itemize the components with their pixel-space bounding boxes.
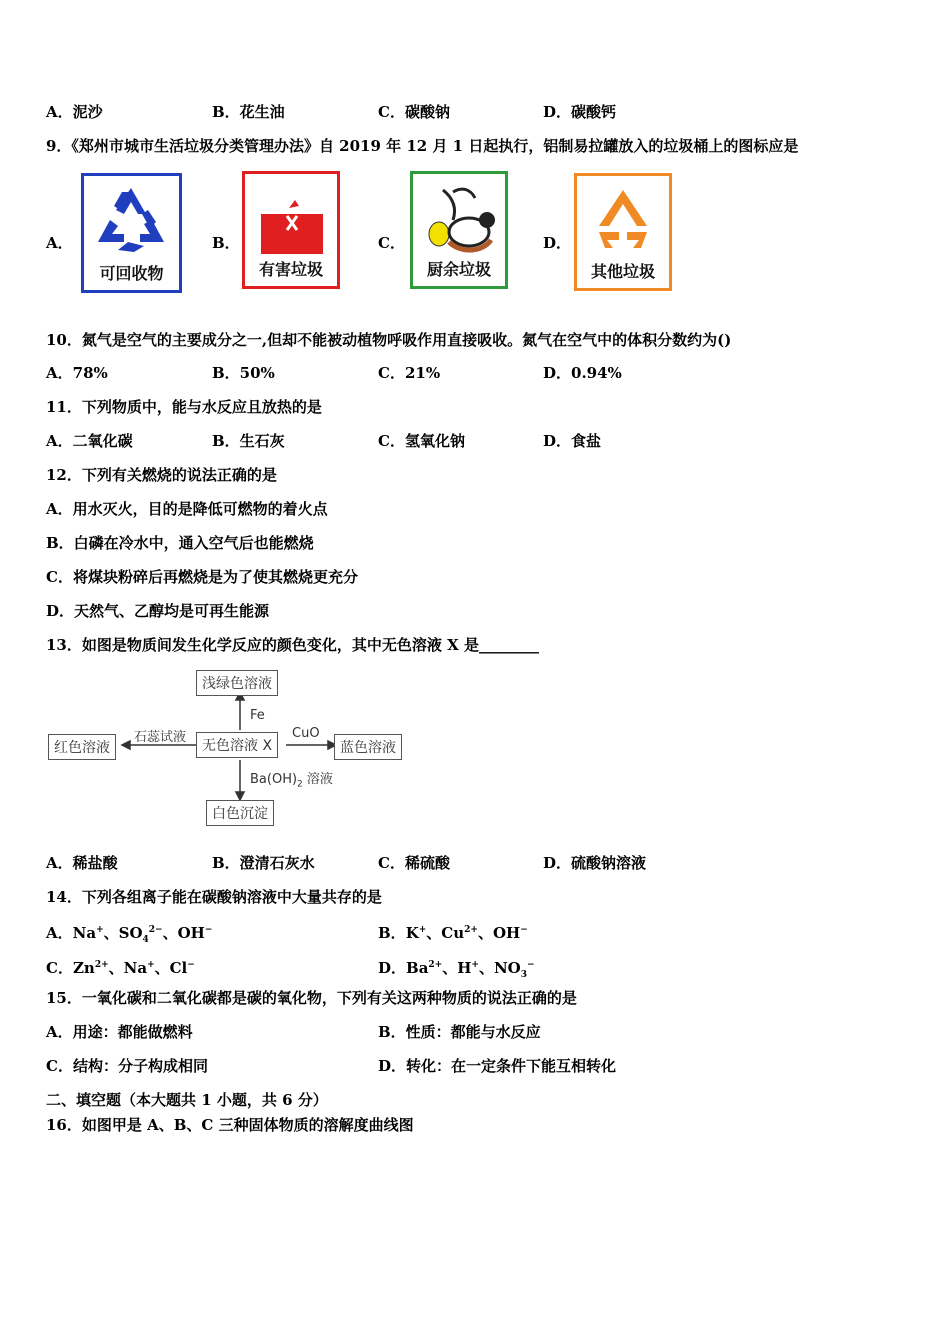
hazardous-bin-icon xyxy=(242,171,340,289)
q11-stem: 11．下列物质中，能与水反应且放热的是 xyxy=(46,398,322,416)
q9-label-c: C． xyxy=(378,234,405,252)
q16-stem: 16．如图甲是 A、B、C 三种固体物质的溶解度曲线图 xyxy=(46,1116,414,1134)
recycle-icon xyxy=(84,180,179,260)
q10-option-b: B．50% xyxy=(212,364,275,382)
q13-option-b: B．澄清石灰水 xyxy=(212,854,315,872)
q9-label-b: B． xyxy=(212,234,240,252)
diagram-bottom-box: 白色沉淀 xyxy=(206,800,274,826)
q15-option-c: C．结构：分子构成相同 xyxy=(46,1057,208,1075)
q11-option-d: D．食盐 xyxy=(543,432,602,450)
recyclable-bin-icon xyxy=(81,173,182,293)
q12-stem: 12．下列有关燃烧的说法正确的是 xyxy=(46,466,277,484)
q14-option-b: B．K+、$Cu^{2+}$、OH− xyxy=(378,924,528,942)
other-waste-symbol-icon xyxy=(577,182,669,262)
q15-stem: 15．一氧化碳和二氧化碳都是碳的氧化物，下列有关这两种物质的说法正确的是 xyxy=(46,989,577,1007)
q14-stem: 14．下列各组离子能在碳酸钠溶液中大量共存的是 xyxy=(46,888,382,906)
kitchen-waste-bin-text: 厨余垃圾 xyxy=(426,260,491,279)
diagram-center-box: 无色溶液 X xyxy=(196,732,278,758)
q14-option-a: A．Na+、$SO_4^{2-}$、OH− xyxy=(46,924,213,945)
q9-stem: 9．《郑州市城市生活垃圾分类管理办法》自 2019 年 12 月 1 日起执行，铝制易拉罐放入的垃圾桶上的图标应是 xyxy=(46,137,799,155)
q15-option-a: A．用途：都能做燃料 xyxy=(46,1023,193,1041)
q14-option-d: D．$Ba^{2+}$、H+、$NO_3^-$ xyxy=(378,959,535,980)
q8-option-b: B．花生油 xyxy=(212,103,285,121)
q12-option-d: D．天然气、乙醇均是可再生能源 xyxy=(46,602,270,620)
q10-option-c: C．21% xyxy=(378,364,441,382)
food-scraps-icon xyxy=(413,178,505,262)
diagram-right-box: 蓝色溶液 xyxy=(334,734,402,760)
q15-option-b: B．性质：都能与水反应 xyxy=(378,1023,541,1041)
hazardous-bin-text: 有害垃圾 xyxy=(258,260,323,279)
kitchen-waste-bin-icon xyxy=(410,171,508,289)
diagram-fe-label: Fe xyxy=(250,708,265,723)
q10-option-a: A．78% xyxy=(46,364,108,382)
q11-option-b: B．生石灰 xyxy=(212,432,285,450)
q15-option-d: D．转化：在一定条件下能互相转化 xyxy=(378,1057,617,1075)
recyclable-bin-text: 可回收物 xyxy=(99,264,164,283)
q10-stem: 10．氮气是空气的主要成分之一,但却不能被动植物呼吸作用直接吸收。氮气在空气中的体积分数约为() xyxy=(46,331,732,349)
q8-option-d: D．碳酸钙 xyxy=(543,103,617,121)
q11-option-a: A．二氧化碳 xyxy=(46,432,133,450)
diagram-litmus-label: 石蕊试液 xyxy=(134,730,187,745)
diagram-cuo-label: CuO xyxy=(292,726,320,741)
q11-option-c: C．氢氧化钠 xyxy=(378,432,465,450)
other-waste-bin-icon xyxy=(574,173,672,291)
q8-option-c: C．碳酸钠 xyxy=(378,103,450,121)
q13-option-a: A．稀盐酸 xyxy=(46,854,118,872)
diagram-left-box: 红色溶液 xyxy=(48,734,116,760)
other-waste-bin-text: 其他垃圾 xyxy=(590,262,655,281)
reaction-diagram xyxy=(46,668,416,830)
diagram-top-box: 浅绿色溶液 xyxy=(196,670,278,696)
diagram-baoh-label: $Ba(OH)_2$ 溶液 xyxy=(250,772,333,790)
q13-stem: 13．如图是物质间发生化学反应的颜色变化，其中无色溶液 X 是________ xyxy=(46,636,539,654)
q12-option-c: C．将煤块粉碎后再燃烧是为了使其燃烧更充分 xyxy=(46,568,358,586)
q12-option-b: B．白磷在冷水中，通入空气后也能燃烧 xyxy=(46,534,314,552)
q12-option-a: A．用水灭火，目的是降低可燃物的着火点 xyxy=(46,500,328,518)
q13-option-d: D．硫酸钠溶液 xyxy=(543,854,647,872)
q13-option-c: C．稀硫酸 xyxy=(378,854,450,872)
section-heading: 二、填空题（本大题共 1 小题，共 6 分） xyxy=(46,1091,328,1109)
hazard-symbol-icon xyxy=(261,196,323,236)
q9-label-d: D． xyxy=(543,234,572,252)
q9-label-a: A． xyxy=(46,234,73,252)
q10-option-d: D．0.94% xyxy=(543,364,622,382)
q14-option-c: C．$Zn^{2+}$、Na+、Cl− xyxy=(46,959,195,977)
q8-option-a: A．泥沙 xyxy=(46,103,103,121)
